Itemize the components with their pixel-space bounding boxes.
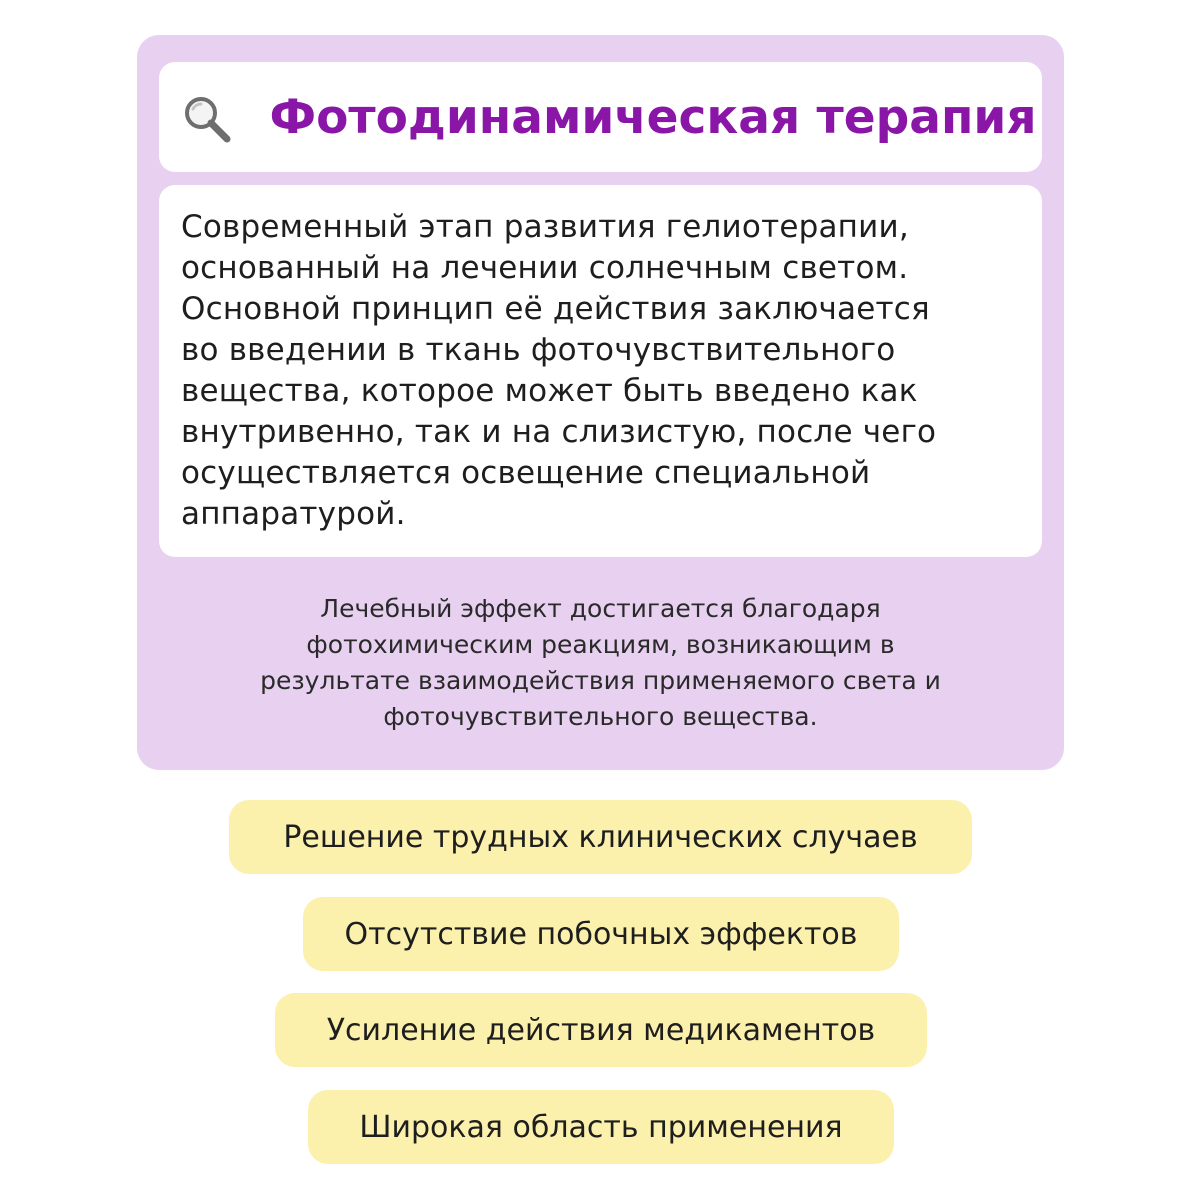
- description-line: основанный на лечении солнечным светом.: [181, 250, 909, 286]
- note-line: фотохимическим реакциям, возникающим в: [306, 630, 895, 659]
- info-card: [137, 35, 1064, 770]
- description-line: осуществляется освещение специальной: [181, 455, 871, 491]
- benefit-pill-no-side-effects: Отсутствие побочных эффектов: [303, 897, 899, 971]
- description-line: во введении в ткань фоточувствительного: [181, 332, 896, 368]
- description-text: [181, 207, 1020, 535]
- description-line: Основной принцип её действия заключается: [181, 291, 930, 327]
- note-line: Лечебный эффект достигается благодаря: [320, 594, 881, 623]
- benefit-pill-wide-application: Широкая область применения: [308, 1090, 894, 1164]
- benefit-pill-difficult-cases: Решение трудных клинических случаев: [229, 800, 972, 874]
- benefit-pill-enhanced-medication: Усиление действия медикаментов: [275, 993, 927, 1067]
- description-line: Современный этап развития гелиотерапии,: [181, 209, 909, 245]
- page-title: Фотодинамическая терапия: [269, 89, 1037, 145]
- note-line: фоточувствительного вещества.: [383, 702, 818, 731]
- description-line: вещества, которое может быть введено как: [181, 373, 918, 409]
- note-line: результате взаимодействия применяемого света и: [260, 666, 941, 695]
- search-icon: [179, 92, 235, 148]
- search-bar[interactable]: [159, 62, 1042, 172]
- description-box: [159, 185, 1042, 557]
- description-line: аппаратурой.: [181, 496, 406, 532]
- effect-note: [177, 591, 1024, 735]
- description-line: внутривенно, так и на слизистую, после чего: [181, 414, 937, 450]
